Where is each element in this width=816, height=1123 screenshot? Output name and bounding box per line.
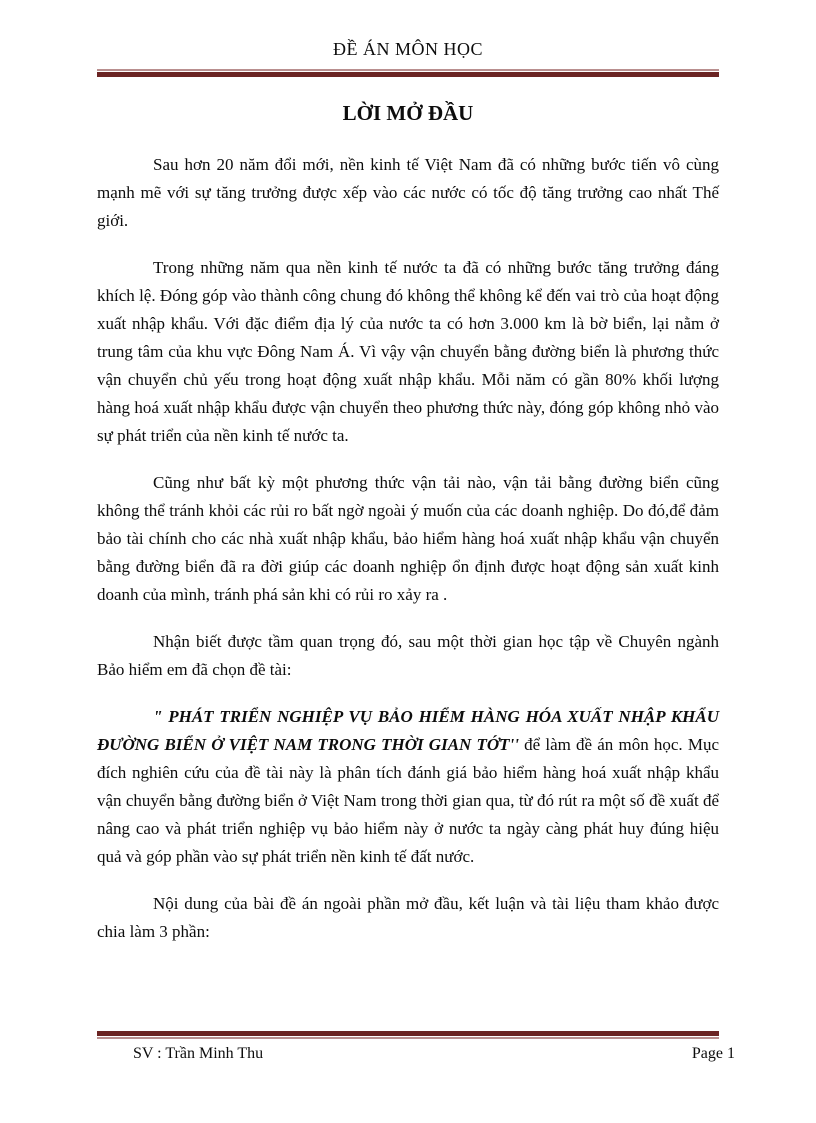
paragraph-thesis-purpose (97, 703, 719, 871)
header-rule (97, 69, 719, 77)
thesis-title-emphasis: " PHÁT TRIỂN NGHIỆP VỤ BẢO HIỂM HÀNG HÓA XUẤT NHẬP KHẨU ĐƯỜNG BIỂN Ở VIỆT NAM TRONG THỜI GIAN TỚT'' (97, 707, 719, 754)
page-header (97, 36, 719, 77)
paragraph-structure-note (97, 890, 719, 946)
page-footer (97, 1024, 735, 1066)
paragraph-marine-insurance-need-text: Cũng như bất kỳ một phương thức vận tải nào, vận tải bằng đường biển cũng không thể tránh khỏi các rủi ro bất ngờ ngoài ý muốn của các doanh nghiệp. Do đó,để đảm bảo tài chính cho các nhà xuất nhập khẩu, bảo hiểm hàng hoá xuất nhập khẩu vận chuyển bằng đường biển đã ra đời giúp các doanh nghiệp ổn định được hoạt động sản xuất kinh doanh của mình, tránh phá sản khi có rủi ro xảy ra . (97, 473, 719, 604)
paragraph-topic-choice-text: Nhận biết được tầm quan trọng đó, sau một thời gian học tập về Chuyên ngành Bảo hiểm em đã chọn đề tài: (97, 632, 719, 679)
document-title: LỜI MỞ ĐẦU (342, 101, 474, 125)
header-rule-thick-line (97, 72, 719, 77)
footer-rule (97, 1031, 719, 1039)
paragraph-export-import-role (97, 254, 719, 450)
paragraph-marine-insurance-need (97, 469, 719, 609)
paragraph-intro-growth-text: Sau hơn 20 năm đổi mới, nền kinh tế Việt Nam đã có những bước tiến vô cùng mạnh mẽ với sự tăng trưởng được xếp vào các nước có tốc độ tăng trưởng cao nhất Thế giới. (97, 155, 719, 230)
header-title: ĐỀ ÁN MÔN HỌC (333, 39, 483, 59)
footer-page-number: Page 1 (691, 1045, 735, 1062)
paragraph-structure-note-text: Nội dung của bài đề án ngoài phần mở đầu, kết luận và tài liệu tham khảo được chia làm 3 phần: (97, 894, 719, 941)
footer-author: SV : Trần Minh Thu (133, 1045, 264, 1062)
paragraph-intro-growth (97, 151, 719, 235)
paragraph-topic-choice (97, 628, 719, 684)
footer-row (97, 1039, 735, 1066)
paragraph-export-import-role-text: Trong những năm qua nền kinh tế nước ta đã có những bước tăng trưởng đáng khích lệ. Đóng góp vào thành công chung đó không thể không kể đến vai trò của hoạt động xuất nhập khẩu. Với đặc điểm địa lý của nước ta có hơn 3.000 km là bờ biển, lại nằm ở trung tâm của khu vực Đông Nam Á. Vì vậy vận chuyển bằng đường biển là phương thức vận chuyển chủ yếu trong hoạt động xuất nhập khẩu. Mỗi năm có gần 80% khối lượng hàng hoá xuất nhập khẩu được vận chuyển theo phương thức này, đóng góp không nhỏ vào sự phát triển của nền kinh tế nước ta. (97, 258, 719, 445)
paragraph-thesis-purpose-text: để làm đề án môn học. Mục đích nghiên cứu của đề tài này là phân tích đánh giá bảo hiểm hàng hoá xuất nhập khẩu vận chuyển bằng đường biển ở Việt Nam trong thời gian qua, từ đó rút ra một số đề xuất để nâng cao và phát triển nghiệp vụ bảo hiểm này ở nước ta ngày càng phát huy đúng hiệu quả và góp phần vào sự phát triển nền kinh tế đất nước. (97, 735, 720, 866)
